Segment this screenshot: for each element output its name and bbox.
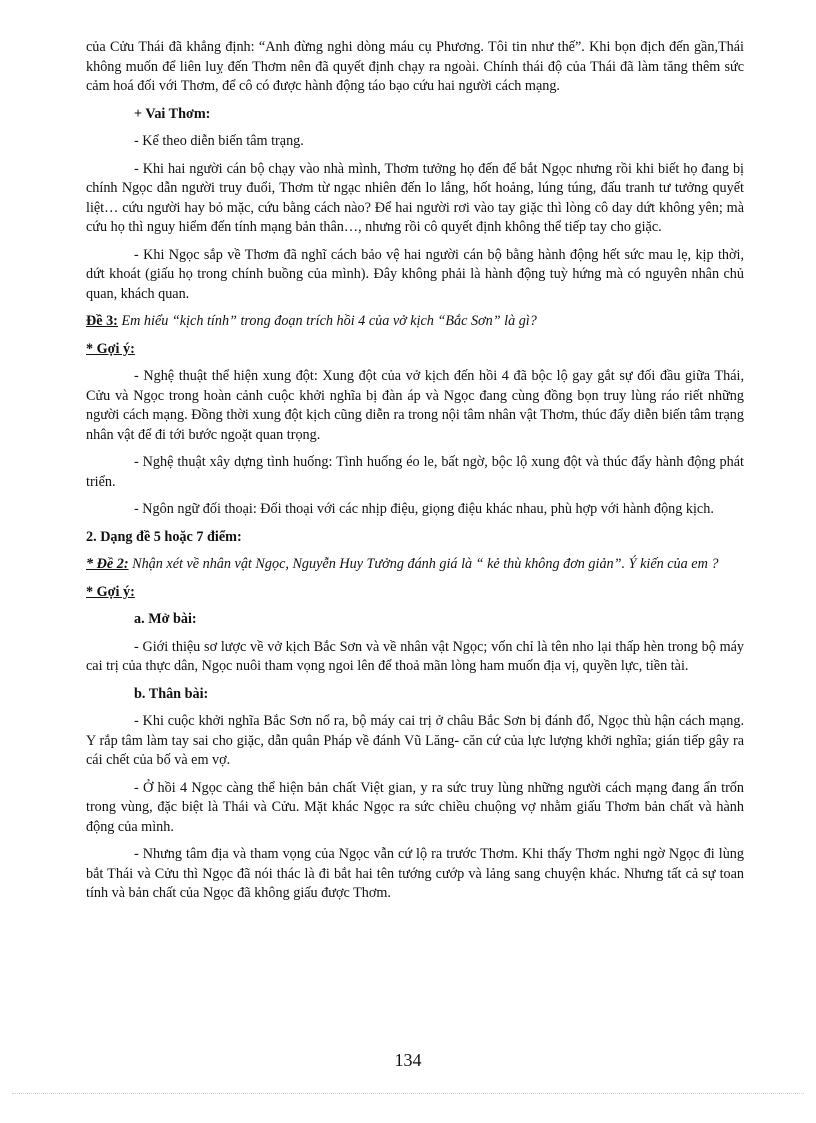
question-de-3 xyxy=(86,312,744,332)
paragraph: của Cửu Thái đã khẳng định: “Anh đừng nghi dòng máu cụ Phương. Tôi tin như thế”. Khi bọn địch đến gần,Thái không muốn để liên luỵ đến Thơm nên đã quyết định chạy ra ngoài. Chính thái độ của Thái đã làm tăng thêm sức cảm hoá đối với Thơm, để cô có được hành động táo bạo cứu hai người cách mạng. xyxy=(86,39,744,94)
document-body xyxy=(86,38,744,912)
section-heading-vai-thom: + Vai Thơm: xyxy=(134,105,211,122)
paragraph: - Khi Ngọc sắp về Thơm đã nghĩ cách bảo vệ hai người cán bộ bằng hành động hết sức mau lẹ, kịp thời, dứt khoát (giấu họ trong chính buồng của mình). Đây không phải là hành động tuỳ hứng mà có nguyên nhân chủ quan, khách quan. xyxy=(86,246,744,302)
paragraph: - Ngôn ngữ đối thoại: Đối thoại với các nhịp điệu, giọng điệu khác nhau, phù hợp với hành động kịch. xyxy=(134,501,714,517)
footer-divider xyxy=(12,1093,804,1094)
paragraph: - Khi hai người cán bộ chạy vào nhà mình, Thơm tưởng họ đến để bắt Ngọc nhưng rồi khi biết họ đang bị chính Ngọc dẫn người truy đuổi, Thơm từ ngạc nhiên đến lo lắng, hốt hoảng, lúng túng, đấu tranh tư tưởng quyết liệt… cứu người hay bỏ mặc, cứu bằng cách nào? Để hai người rơi vào tay giặc thì lòng cô day dứt không yên; mà cứu họ thì nguy hiểm đến tính mạng bản thân…, nhưng rồi cô quyết định không thể tiếp tay cho giặc. xyxy=(86,160,744,235)
paragraph: - Nhưng tâm địa và tham vọng của Ngọc vẫn cứ lộ ra trước Thơm. Khi thấy Thơm nghi ngờ Ngọc đi lùng bắt Thái và Cửu thì Ngọc đã nói thác là đi bắt hai tên tướng cướp và lảng sang chuyện khác. Nhưng tất cả sự toan tính và bản chất của Ngọc đã không giấu được Thơm. xyxy=(86,846,744,901)
hint-heading: * Gợi ý: xyxy=(86,583,135,600)
paragraph: - Giới thiệu sơ lược về vở kịch Bắc Sơn và về nhân vật Ngọc; vốn chỉ là tên nho lại thấp hèn trong bộ máy cai trị của thực dân, Ngọc nuôi tham vọng ngoi lên để thoả mãn lòng ham muốn địa vị, quyền lực, tiền tài. xyxy=(86,638,744,674)
question-de-2 xyxy=(86,555,744,575)
section-heading-than-bai: b. Thân bài: xyxy=(134,685,209,702)
page-number: 134 xyxy=(394,1050,422,1070)
question-label: Đề 3: xyxy=(86,313,118,329)
paragraph: - Nghệ thuật thể hiện xung đột: Xung đột của vở kịch đến hồi 4 đã bộc lộ gay gắt sự đối đầu giữa Thái, Cửu và Ngọc trong hoàn cảnh cuộc khởi nghĩa bị đàn áp và Ngọc đang cùng đồng bọn truy lùng ráo riết những người cách mạng. Đồng thời xung đột kịch cũng diễn ra trong nội tâm nhân vật Thơm, thúc đẩy diễn biến tâm trạng nhân vật để đi tới bước ngoặt quan trọng. xyxy=(86,368,744,443)
section-heading-dang-de: 2. Dạng đề 5 hoặc 7 điểm: xyxy=(86,528,242,545)
question-text: Em hiểu “kịch tính” trong đoạn trích hồi 4 của vở kịch “Bắc Sơn” là gì? xyxy=(117,313,537,329)
question-text: Nhận xét về nhân vật Ngọc, Nguyễn Huy Tưởng đánh giá là “ kẻ thù không đơn giản”. Ý kiến của em ? xyxy=(128,556,719,572)
section-heading-mo-bai: a. Mở bài: xyxy=(134,611,197,627)
paragraph: - Ở hồi 4 Ngọc càng thể hiện bản chất Việt gian, y ra sức truy lùng những người cách mạng đang ẩn trốn trong vùng, đặc biệt là Thái và Cửu. Mặt khác Ngọc ra sức chiều chuộng vợ nhằm giấu Thơm bản chất và hành động của mình. xyxy=(86,779,744,835)
paragraph: - Nghệ thuật xây dựng tình huống: Tình huống éo le, bất ngờ, bộc lộ xung đột và thúc đẩy hành động phát triển. xyxy=(86,454,744,490)
hint-heading: * Gợi ý: xyxy=(86,340,135,357)
question-label: * Đề 2: xyxy=(86,556,129,572)
paragraph: - Khi cuộc khởi nghĩa Bắc Sơn nổ ra, bộ máy cai trị ở châu Bắc Sơn bị đánh đổ, Ngọc thù hận cách mạng. Y rắp tâm làm tay sai cho giặc, dẫn quân Pháp về đánh Vũ Lăng- căn cứ của lực lượng khởi nghĩa; gián tiếp gây ra cái chết của bố và em vợ. xyxy=(86,713,744,768)
paragraph: - Kể theo diễn biến tâm trạng. xyxy=(134,133,304,149)
